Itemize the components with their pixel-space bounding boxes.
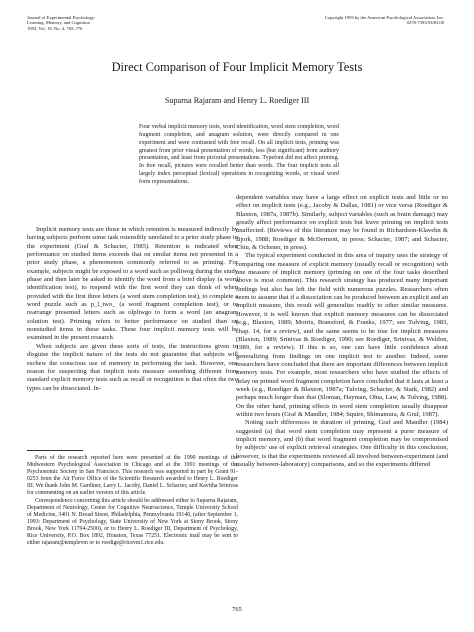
body-paragraph: Noting such differences in duration of priming, Graf and Mandler (1984) suggested (a) that word stem completion may represent a purer measure of implicit memory, and (b) that word fragment completion may be compromised by subjects' use of explicit retrieval strategies. One difficulty in this conclusion, however, is that the experiments reviewed all involved between-experiment (and usually between-laboratory) comparisons, and so the experiments differed <box>236 419 448 468</box>
article-authors: Suparna Rajaram and Henry L. Roediger III <box>164 96 310 105</box>
copyright-line: Copyright 1993 by the American Psychological Association, Inc. <box>324 15 444 20</box>
footnotes <box>27 455 238 547</box>
journal-line: 1993, Vol. 19, No. 4, 765–776 <box>27 25 83 31</box>
abstract: Four verbal implicit memory tests, word identification, word stem completion, word fragment completion, and anagram solution, were directly compared in one experiment and were contrasted with free recall. On all implicit tests, priming was greatest from prior visual presentation of words, less (but significant) from auditory presentation, and least from pictorial presentations. Typefont did not affect priming. In free recall, pictures were recalled better than words. The four implicit tests all largely index perceptual (lexical) operations in recognizing words, or visual word form representations. <box>139 124 339 185</box>
body-column-right <box>236 194 448 469</box>
body-paragraph: Implicit memory tests are those in which retention is measured indirectly by having subjects perform some task ostensibly unrelated to a prior study phase in the experiment (Graf & Schacter, 1985). Retention is indicated when performance on studied items exceeds that on similar items not presented in a prior study phase, a phenomenon commonly referred to as priming. For example, subjects might be exposed to a word such as polliwog during the study phase and then later be asked to identify the word from a brief display (a word identification test), to respond with the first word they can think of when provided with the first three letters (a word stem completion test), to complete a word puzzle such as p_l_iwo_ (a word fragment completion test), or to rearrange presented letters such as olpliwgo to form a word (an anagram solution test). Priming refers to better performance on studied than on nonstudied items in these tasks. These four implicit memory tests will be examined in the present research. <box>27 226 238 342</box>
journal-line: Journal of Experimental Psychology: <box>27 15 96 20</box>
copyright-notice <box>244 15 444 26</box>
page-number: 765 <box>232 606 242 613</box>
footnote-rule <box>27 450 83 451</box>
body-column-left <box>27 226 238 393</box>
article-title: Direct Comparison of Four Implicit Memory Tests <box>111 60 363 74</box>
body-paragraph: When subjects are given these sorts of tests, the instructions given to disguise the implicit nature of the tests do not guarantee that subjects will eschew the conscious use of memory in performing the task. However, one reason for suspecting that implicit tests measure something different from standard explicit memory tests such as recall or recognition is that often the two types can be dissociated. In- <box>27 342 238 392</box>
journal-line: Learning, Memory, and Cognition <box>27 20 90 26</box>
body-paragraph: dependent variables may have a large effect on explicit tests and little or no effect on implicit tests (e.g., Jacoby & Dallas, 1981) or vice versa (Roediger & Blaxton, 1987a, 1987b). Similarly, subject variables (such as brain damage) may greatly affect performance on explicit tests but leave priming on implicit tests unaffected. (Reviews of this literature may be found in Richardson-Klavehn & Bjork, 1988; Roediger & McDermott, in press; Schacter, 1987; and Schacter, Chiu, & Ochsner, in press). <box>236 194 448 252</box>
footnote-paragraph: Parts of the research reported here were presented at the 1990 meetings of the Midwestern Psychological Association in Chicago and at the 1991 meetings of the Psychonomic Society in San Francisco. This research was supported in part by Grant 91-0253 from the Air Force Office of the Scientific Research awarded to Henry L. Roediger III. We thank John M. Gardiner, Larry L. Jacoby, Daniel L. Schacter, and Kavitha Srinivas for commenting on an earlier version of this article. <box>27 455 238 497</box>
body-paragraph: The typical experiment conducted in this area of inquiry uses the strategy of comparing one measure of explicit memory (usually recall or recognition) with one measure of implicit memory (priming on one of the four tasks described above is most common). This research strategy has produced many important findings but also has left the field with numerous puzzles. Researchers often seem to assume that if a dissociation can be produced between an explicit and an implicit measure, this result will generalize readily to other similar measures. However, it is well known that explicit memory measures can be dissociated (e.g., Blaxton, 1989; Morris, Bransford, & Franks, 1977; see Tulving, 1983, chap. 14, for a review), and the same seems to be true for implicit measures (Blaxton, 1989; Srinivas & Roediger, 1990; see Roediger, Srinivas, & Weldon, 1989, for a review). If this is so, one can have little confidence about generalizing from findings on one implicit test to another. Indeed, some researchers have concluded that there are important differences between implicit memory tests. For example, most researchers who have studied the effects of delay on primed word fragment completion have concluded that it lasts at least a week (e.g., Roediger & Blaxton, 1987a; Tulving, Schacter, & Stark, 1982) and perhaps much longer than that (Sloman, Hayman, Ohta, Law, & Tulving, 1988). On the other hand, priming effects in word stem completion usually disappear within two hours (Graf & Mandler, 1984; Squire, Shimamura, & Graf, 1987). <box>236 252 448 418</box>
copyright-line: 0278-7393/93/$3.00 <box>406 20 444 26</box>
footnote-paragraph: Correspondence concerning this article should be addressed either to Suparna Rajaram, Department of Neurology, Center for Cognitive Neuroscience, Temple University School of Medicine, 3401 N. Broad Street, Philadelphia, Pennsylvania 19140, (after September 1, 1993: Department of Psychology, State University of New York at Stony Brook, Stony Brook, New York 11794-2500), or to Henry L. Roediger III, Department of Psychology, Rice University, P.O. Box 1892, Houston, Texas 77251. Electronic mail may be sent to either rajaram@templevm or to roedige@ricevm1.rice.edu. <box>27 497 238 547</box>
journal-citation <box>27 15 167 31</box>
